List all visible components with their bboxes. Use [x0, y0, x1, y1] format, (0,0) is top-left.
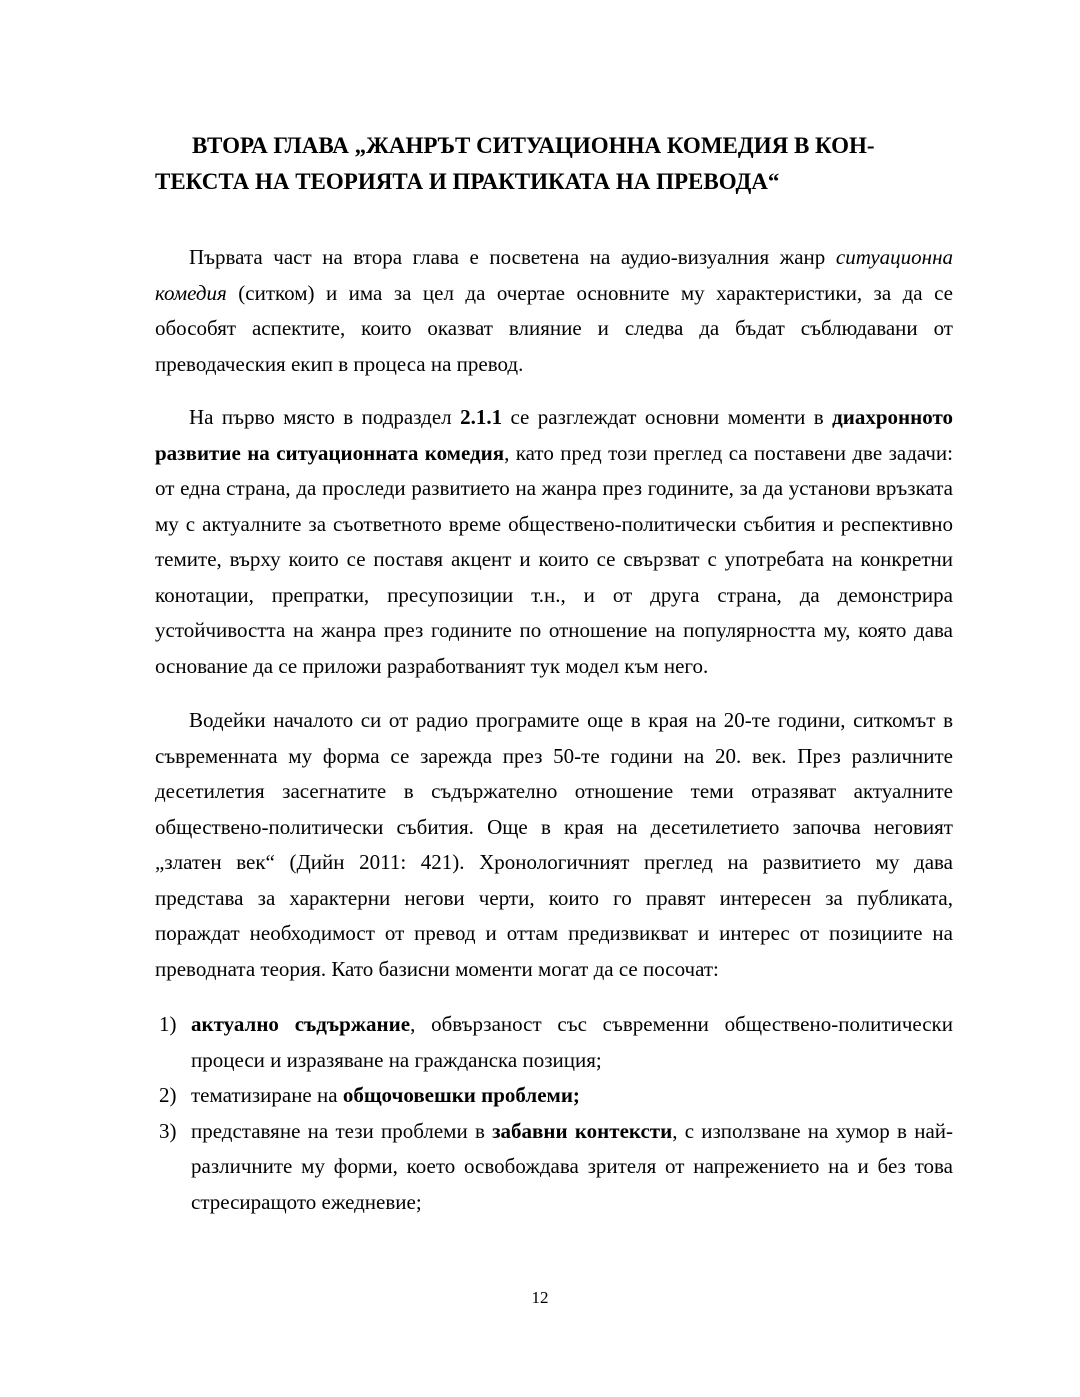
list-item [155, 1007, 953, 1078]
page-content [155, 128, 953, 1220]
paragraph-subsection-text-3: , като пред този преглед са поставени две задачи: от една страна, да проследи развитието на жанра през годините, за да установи връзката му с актуалните за съответното време обществено-политически събития и респективно темите, върху които се поставя акцент и които се свързват с употребата на конкретни конотации, препратки, пресупозиции т.н., и от друга страна, да демонстрира устойчивостта на жанра през годините по отношение на популярността му, която дава основание да се приложи разработваният тук модел към него. [155, 440, 953, 678]
paragraph-subsection-text-2: се разглеждат основни моменти в [502, 405, 833, 429]
chapter-heading-line-1: ВТОРА ГЛАВА „ЖАНРЪТ СИТУАЦИОННА КОМЕДИЯ В КОН- [192, 133, 875, 158]
list-item-text-pre: представяне на тези проблеми в [191, 1118, 493, 1143]
list-item-text-post: , с използване на хумор в най-различните му форми, което освобождава зрителя от напрежението на и без това стресиращото ежедневие; [191, 1118, 953, 1214]
chapter-heading-line-2: ТЕКСТА НА ТЕОРИЯТА И ПРАКТИКАТА НА ПРЕВОДА“ [155, 169, 780, 194]
list-item-text-pre: тематизиране на [191, 1083, 343, 1107]
page-number: 12 [531, 1288, 549, 1307]
paragraph-subsection-text-1: На първо място в подраздел [189, 405, 461, 429]
paragraph-intro [155, 240, 953, 382]
list-item-text-post: , обвързаност със съвременни обществено-политически процеси и изразяване на гражданска позиция; [191, 1012, 953, 1072]
paragraph-history: Водейки началото си от радио програмите още в края на 20-те години, ситкомът в съвременната му форма се зарежда през 50-те години на 20. век. През различните десетилетия засегнатите в съдържателно отношение теми отразяват актуалните обществено-политически събития. Още в края на десетилетието започва неговият „златен век“ (Дийн 2011: 421). Хронологичният преглед на развитието му дава представа за характерни негови черти, които го правят интересен за публиката, пораждат необходимост от превод и оттам предизвикват и интерес от позициите на преводната теория. Като базисни моменти могат да се посочат: [155, 708, 953, 981]
paragraph-intro-text-1: Първата част на втора глава е посветена на аудио-визуалния жанр [189, 245, 836, 269]
genre-term: ситуационна комедия [155, 245, 953, 305]
subsection-topic: диахронното развитие на ситуационната комедия [155, 405, 953, 465]
chapter-heading [155, 128, 953, 200]
list-item-emphasis: общочовешки проблеми; [342, 1083, 580, 1107]
list-item [155, 1114, 953, 1221]
list-item-emphasis: забавни контексти [492, 1118, 673, 1143]
paragraph-intro-text-2: (ситком) и има за цел да очертае основните му характеристики, за да се обособят аспектите, които оказват влияние и следва да бъдат съблюдавани от преводаческия екип в процеса на превод. [155, 280, 953, 376]
paragraph-subsection [155, 400, 953, 684]
list-marker: 2) [159, 1083, 177, 1107]
list-item-emphasis: актуално съдържание [191, 1012, 411, 1036]
list-marker: 3) [159, 1118, 177, 1143]
list-item [155, 1078, 953, 1114]
key-points-list [155, 1007, 953, 1220]
subsection-number: 2.1.1 [460, 405, 503, 429]
list-marker: 1) [159, 1012, 177, 1036]
